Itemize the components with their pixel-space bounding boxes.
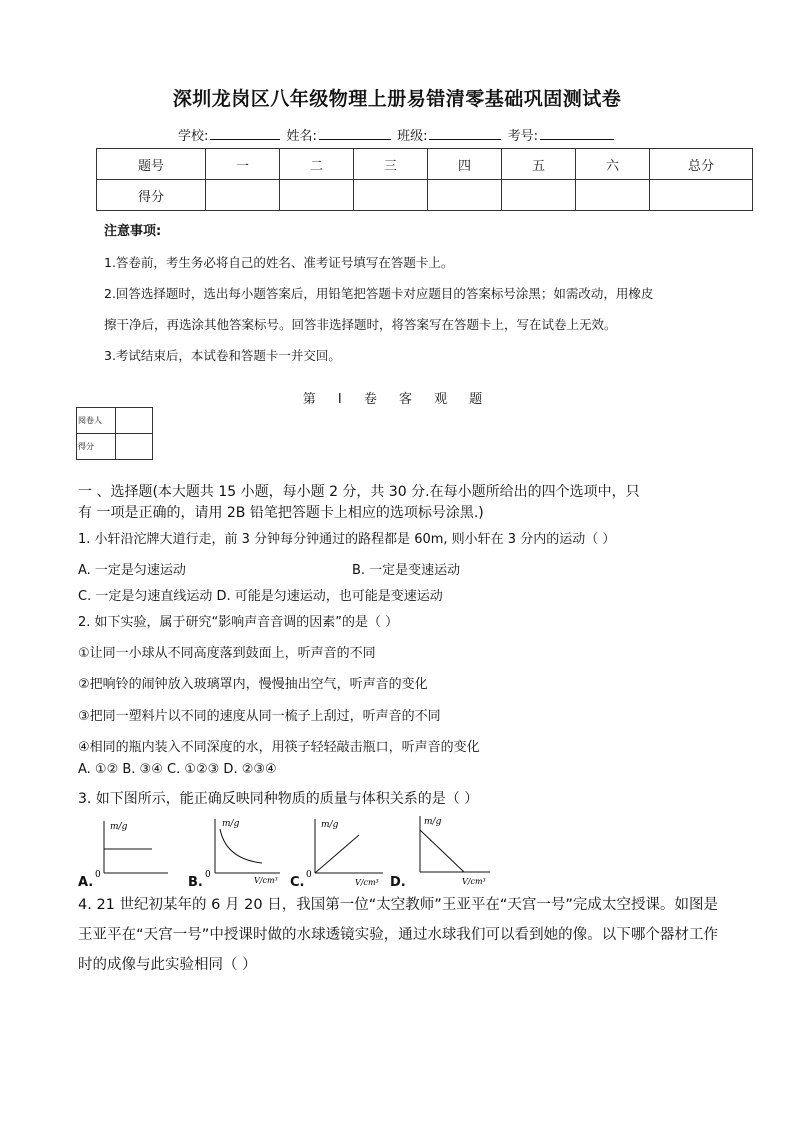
part1-instructions-line1: 一 、选择题(本大题共 15 小题，每小题 2 分，共 30 分.在每小题所给出的四个选项中，只	[78, 484, 640, 500]
score-table-cell: 五	[502, 149, 576, 180]
q2-item: ①让同一小球从不同高度落到鼓面上，听声音的不同	[78, 646, 376, 661]
q3-option-d-label: D.	[390, 875, 406, 890]
reviewer-label: 阅卷人	[77, 408, 116, 434]
q1-stem: 1. 小轩沿沱牌大道行走，前 3 分钟每分钟通过的路程都是 60m, 则小轩在 3 分内的运动（ ）	[78, 532, 616, 547]
part1-instructions-line2: 有 一项是正确的，请用 2B 铅笔把答题卡上相应的选项标号涂黑.)	[78, 505, 484, 521]
note-item: 3.考试结束后，本试卷和答题卡一并交回。	[104, 348, 341, 363]
q1-option-b: B. 一定是变速运动	[352, 563, 461, 578]
score-entry-cell[interactable]	[650, 180, 753, 211]
score-table-cell: 二	[280, 149, 354, 180]
q3-option-b-label: B.	[188, 875, 203, 890]
y-axis-label: m/g	[222, 819, 240, 829]
score-entry-cell[interactable]	[280, 180, 354, 211]
page-title: 深圳龙岗区八年级物理上册易错清零基础巩固测试卷	[172, 88, 622, 110]
score-entry-cell[interactable]	[502, 180, 576, 211]
score-table-cell: 题号	[97, 149, 206, 180]
x-axis-label: V/cm³	[355, 878, 379, 887]
origin-label: 0	[95, 870, 101, 880]
class-blank[interactable]	[429, 126, 501, 140]
score-entry-cell[interactable]	[206, 180, 280, 211]
x-axis-label: V/cm³	[254, 876, 278, 885]
reviewer-table	[76, 407, 153, 460]
score-entry-cell[interactable]	[428, 180, 502, 211]
q2-options: A. ①② B. ③④ C. ①②③ D. ②③④	[78, 762, 277, 777]
section-title: 第 I 卷 客 观 题	[302, 392, 492, 407]
q2-item: ③把同一塑料片以不同的速度从同一梳子上刮过，听声音的不同	[78, 709, 441, 724]
y-axis-label: m/g	[321, 820, 339, 830]
notes-heading: 注意事项:	[104, 224, 162, 239]
q2-item: ④相同的瓶内装入不同深度的水，用筷子轻轻敲击瓶口，听声音的变化	[78, 740, 480, 755]
q1-option-cd: C. 一定是匀速直线运动 D. 可能是匀速运动，也可能是变速运动	[78, 589, 443, 604]
q3-graph-c	[303, 815, 391, 887]
y-axis-label: m/g	[110, 822, 128, 832]
score-table-cell: 总分	[650, 149, 753, 180]
graph-line	[420, 830, 464, 872]
q3-option-a-label: A.	[78, 875, 94, 890]
origin-label: 0	[205, 870, 211, 880]
score-entry-cell[interactable]	[576, 180, 650, 211]
score-table-score-row	[97, 180, 753, 211]
reviewer-score-label: 得分	[77, 434, 116, 460]
score-table-cell: 得分	[97, 180, 206, 211]
score-table	[96, 148, 753, 211]
school-label: 学校:	[178, 129, 209, 144]
score-table-header-row	[97, 149, 753, 180]
exam-no-blank[interactable]	[540, 126, 614, 140]
exam-no-label: 考号:	[507, 129, 538, 144]
q3-stem: 3. 如下图所示，能正确反映同种物质的质量与体积关系的是（ ）	[78, 791, 479, 807]
q2-stem: 2. 如下实验，属于研究“影响声音音调的因素”的是（ ）	[78, 615, 399, 630]
score-table-cell: 一	[206, 149, 280, 180]
q3-graph-d	[406, 812, 498, 888]
score-entry-cell[interactable]	[354, 180, 428, 211]
q3-graph-a	[92, 815, 172, 887]
graph-line	[315, 835, 359, 873]
note-item: 1.答卷前，考生务必将自己的姓名、准考证号填写在答题卡上。	[104, 255, 454, 270]
reviewer-entry-cell[interactable]	[116, 408, 153, 434]
q4-text: 4. 21 世纪初某年的 6 月 20 日，我国第一位“太空教师”王亚平在“天宫一号”完成太空授课。如图是王亚平在“天宫一号”中授课时做的水球透镜实验，通过水球我们可以看到她的像。以下哪个器材工作时的成像与此实验相同（ ）	[78, 897, 718, 973]
q3-option-c-label: C.	[290, 875, 305, 890]
note-item: 擦干净后，再选涂其他答案标号。回答非选择题时，将答案写在答题卡上，写在试卷上无效。	[104, 317, 617, 332]
q3-graph-b	[200, 815, 288, 887]
student-info-line	[0, 125, 794, 144]
score-table-cell: 三	[354, 149, 428, 180]
school-blank[interactable]	[210, 126, 280, 140]
score-table-cell: 四	[428, 149, 502, 180]
reviewer-score-cell[interactable]	[116, 434, 153, 460]
class-label: 班级:	[397, 129, 428, 144]
name-label: 姓名:	[286, 129, 317, 144]
origin-label: 0	[306, 870, 312, 880]
score-table-cell: 六	[576, 149, 650, 180]
q1-option-a: A. 一定是匀速运动	[78, 563, 186, 578]
q2-item: ②把响铃的闹钟放入玻璃罩内，慢慢抽出空气，听声音的变化	[78, 677, 428, 692]
x-axis-label: V/cm³	[462, 877, 486, 886]
y-axis-label: m/g	[424, 817, 442, 827]
name-blank[interactable]	[319, 126, 391, 140]
note-item: 2.回答选择题时，选出每小题答案后，用铅笔把答题卡对应题目的答案标号涂黑；如需改动，用橡皮	[104, 286, 654, 301]
graph-curve	[220, 829, 262, 863]
